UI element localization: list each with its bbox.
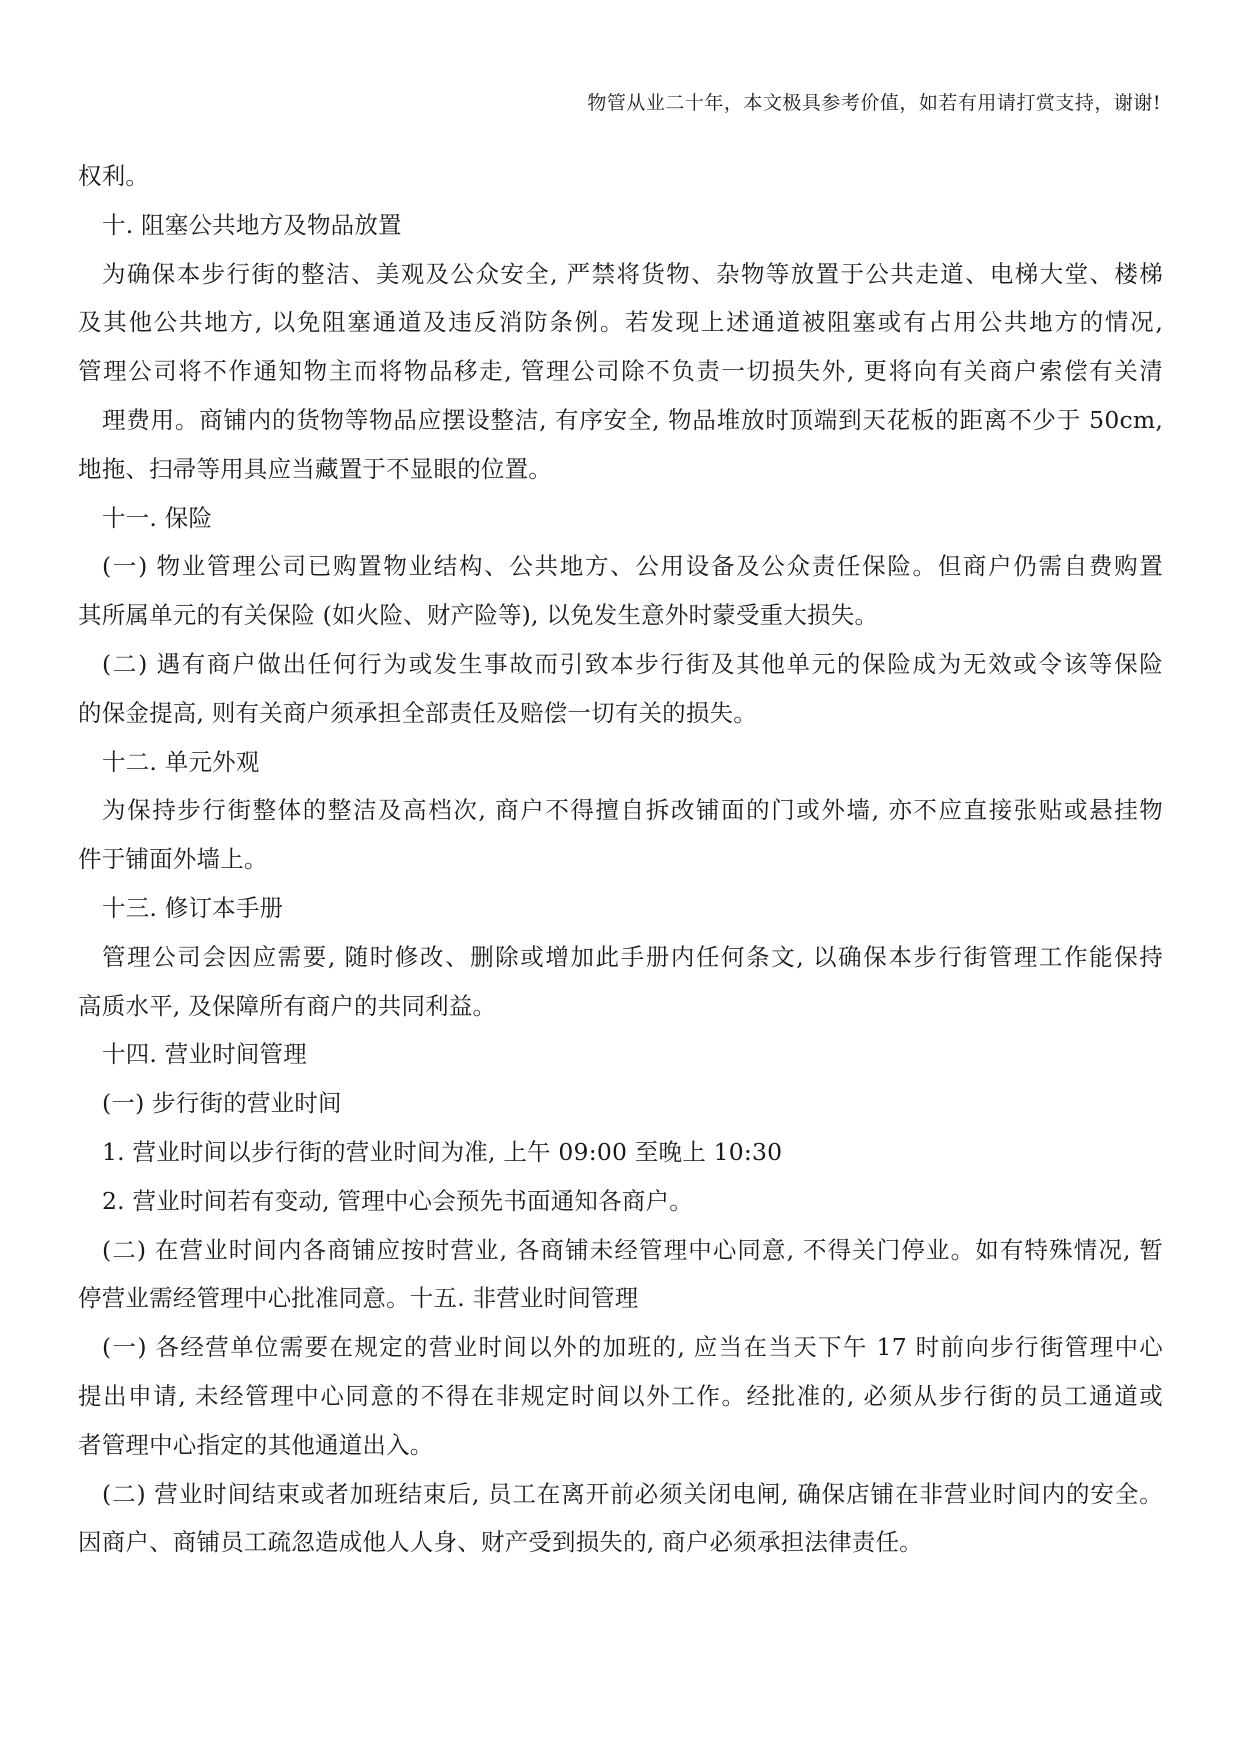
text-line: 者管理中心指定的其他通道出入。 [78, 1430, 434, 1459]
text-line: 提出申请, 未经管理中心同意的不得在非规定时间以外工作。经批准的, 必须从步行街的员工通道或 [78, 1381, 1163, 1410]
text-line: 停营业需经管理中心批准同意。十五. 非营业时间管理 [78, 1284, 639, 1313]
text-line: 地拖、扫帚等用具应当藏置于不显眼的位置。 [78, 454, 552, 483]
text-line: 及其他公共地方, 以免阻塞通道及违反消防条例。若发现上述通道被阻塞或有占用公共地方的情况, [78, 308, 1163, 337]
text-line: 高质水平, 及保障所有商户的共同利益。 [78, 991, 497, 1020]
text-line: (一) 步行街的营业时间 [102, 1089, 342, 1118]
text-line: 其所属单元的有关保险 (如火险、财产险等), 以免发生意外时蒙受重大损失。 [78, 601, 879, 630]
text-line: 管理公司会因应需要, 随时修改、删除或增加此手册内任何条文, 以确保本步行街管理工作能保持 [102, 942, 1163, 971]
text-line: 理费用。商铺内的货物等物品应摆设整洁, 有序安全, 物品堆放时顶端到天花板的距离不少于 50cm, [102, 405, 1163, 434]
header-note: 物管从业二十年，本文极具参考价值，如若有用请打赏支持，谢谢! [587, 92, 1161, 114]
section-heading: 十四. 营业时间管理 [102, 1040, 307, 1069]
text-line: (二) 营业时间结束或者加班结束后, 员工在离开前必须关闭电闸, 确保店铺在非营业时间内的安全。 [102, 1479, 1163, 1508]
text-line: (一) 各经营单位需要在规定的营业时间以外的加班的, 应当在当天下午 17 时前向步行街管理中心 [102, 1333, 1163, 1362]
text-line: (二) 在营业时间内各商铺应按时营业, 各商铺未经管理中心同意, 不得关门停业。如有特殊情况, 暂 [102, 1235, 1163, 1264]
text-line: 管理公司将不作通知物主而将物品移走, 管理公司除不负责一切损失外, 更将向有关商户索偿有关清 [78, 357, 1163, 386]
text-line: 2. 营业时间若有变动, 管理中心会预先书面通知各商户。 [102, 1186, 693, 1215]
text-line: 为确保本步行街的整洁、美观及公众安全, 严禁将货物、杂物等放置于公共走道、电梯大堂、楼梯 [102, 259, 1163, 288]
section-heading: 十. 阻塞公共地方及物品放置 [102, 210, 402, 239]
text-line: 为保持步行街整体的整洁及高档次, 商户不得擅自拆改铺面的门或外墙, 亦不应直接张贴或悬挂物 [102, 796, 1163, 825]
text-line: 件于铺面外墙上。 [78, 845, 268, 874]
text-line: (一) 物业管理公司已购置物业结构、公共地方、公用设备及公众责任保险。但商户仍需自费购置 [102, 552, 1163, 581]
section-heading: 十三. 修订本手册 [102, 893, 284, 922]
document-body [78, 152, 1163, 1567]
text-line: (二) 遇有商户做出任何行为或发生事故而引致本步行街及其他单元的保险成为无效或令该等保险 [102, 649, 1163, 678]
text-line: 权利。 [78, 162, 150, 190]
section-heading: 十二. 单元外观 [102, 747, 260, 776]
text-line: 的保金提高, 则有关商户须承担全部责任及赔偿一切有关的损失。 [78, 698, 757, 727]
text-line: 因商户、商铺员工疏忽造成他人人身、财产受到损失的, 商户必须承担法律责任。 [78, 1528, 923, 1557]
text-line: 1. 营业时间以步行街的营业时间为准, 上午 09:00 至晚上 10:30 [102, 1137, 783, 1166]
section-heading: 十一. 保险 [102, 503, 213, 532]
